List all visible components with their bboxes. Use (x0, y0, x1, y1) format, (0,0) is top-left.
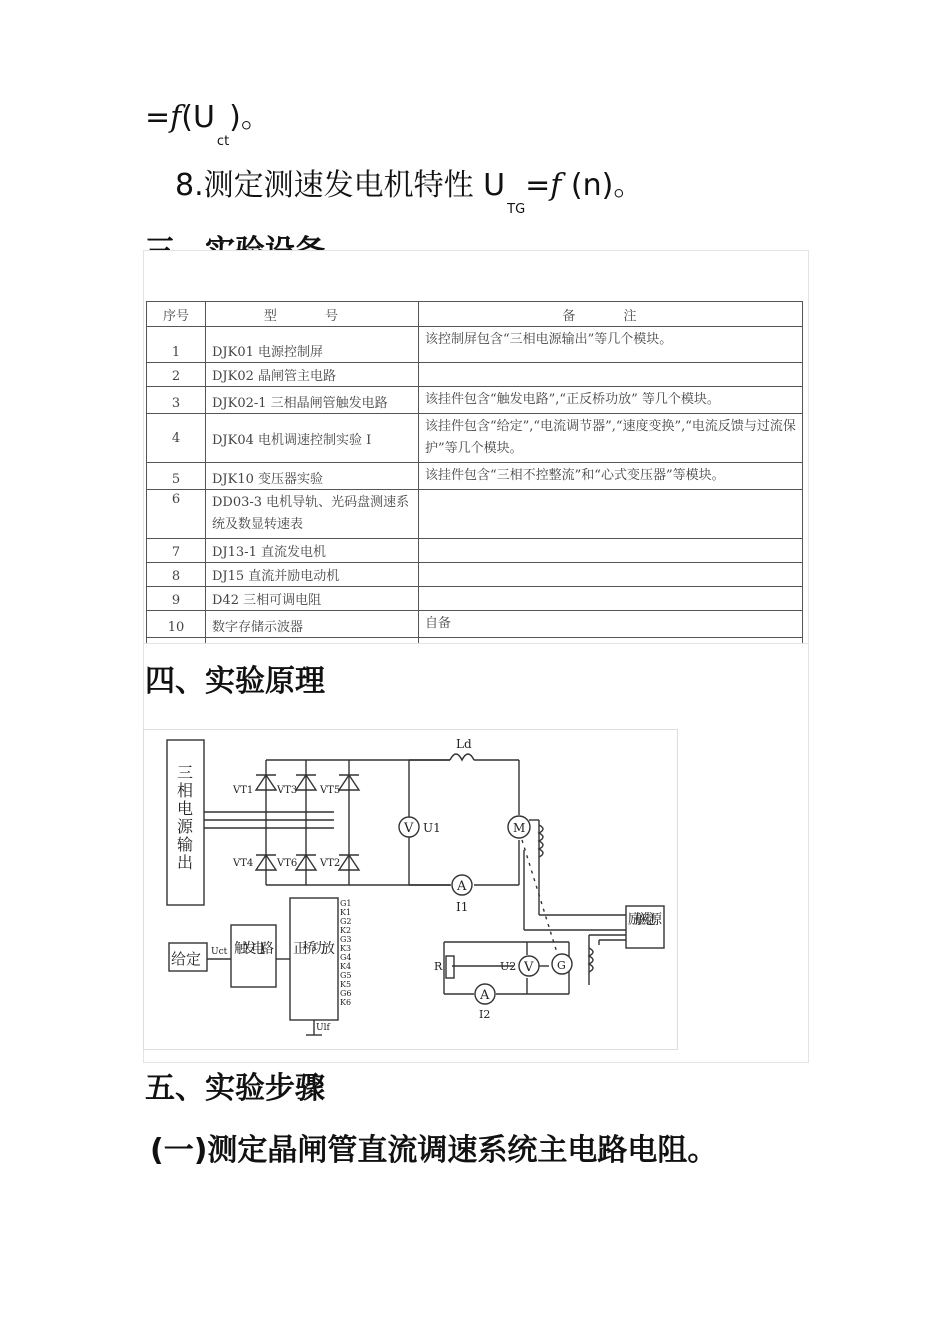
section-4-title: 四、实验原理 (145, 664, 325, 699)
svg-text:I2: I2 (479, 1008, 491, 1021)
svg-text:A: A (480, 988, 490, 1003)
svg-text:Uct: Uct (211, 947, 228, 957)
supply-label-char: 相 (176, 781, 194, 800)
function-f: f (170, 100, 182, 135)
svg-text:A: A (457, 879, 467, 894)
table-row: 10 数字存储示波器 自备 (147, 611, 803, 638)
svg-text:M: M (513, 821, 526, 835)
svg-text:G1: G1 (340, 899, 352, 908)
svg-text:K6: K6 (340, 998, 352, 1007)
inductor-icon (450, 754, 474, 760)
supply-label-char: 出 (176, 853, 194, 872)
subsection-1-title: (一)测定晶闸管直流调速系统主电路电阻。 (150, 1133, 718, 1168)
table-row: 5 DJK10 变压器实验 该挂件包含“三相不控整流”和“心式变压器”等模块。 (147, 463, 803, 490)
svg-text:K5: K5 (340, 980, 352, 989)
section-5-title: 五、实验步骤 (145, 1071, 325, 1106)
table-row: 4 DJK04 电机调速控制实验 I 该挂件包含“给定”,“电流调节器”,“速度变换”,“电流反馈与过流保护”等几个模块。 (147, 414, 803, 463)
svg-text:G2: G2 (340, 917, 352, 926)
svg-text:给定: 给定 (171, 950, 202, 968)
svg-text:K4: K4 (340, 962, 352, 971)
svg-text:VT5: VT5 (320, 785, 341, 796)
svg-text:I1: I1 (456, 900, 469, 914)
svg-text:U2: U2 (500, 960, 517, 973)
svg-text:触发电路: 触发电路 (234, 941, 274, 957)
header-note: 备 注 (419, 302, 803, 327)
supply-label-char: 电 (176, 799, 194, 818)
svg-text:正桥功放: 正桥功放 (293, 941, 335, 957)
svg-text:VT4: VT4 (233, 858, 254, 869)
svg-text:G: G (557, 959, 566, 972)
svg-text:V: V (524, 960, 534, 975)
table-row: 2 DJK02 晶闸管主电路 (147, 363, 803, 387)
equipment-table (146, 301, 803, 665)
svg-text:VT2: VT2 (320, 858, 341, 869)
svg-text:U1: U1 (423, 821, 441, 835)
svg-text:G4: G4 (340, 953, 352, 962)
table-row: 7 DJ13-1 直流发电机 (147, 539, 803, 563)
svg-text:G6: G6 (340, 989, 352, 998)
svg-text:V: V (404, 821, 414, 836)
svg-text:R: R (434, 960, 443, 973)
supply-label-char: 源 (176, 817, 194, 836)
svg-text:励磁电源: 励磁电源 (628, 912, 662, 928)
svg-text:K2: K2 (340, 926, 352, 935)
formula-line-2: 8.测定测速发电机特性 $U_{TG}=f$ (n)。 (175, 168, 644, 217)
table-header-row (147, 302, 803, 327)
supply-label-char: 输 (176, 835, 194, 854)
circuit-diagram (143, 729, 678, 1050)
svg-text:G5: G5 (340, 971, 352, 980)
header-model: 型 号 (206, 302, 419, 327)
header-no: 序号 (147, 302, 206, 327)
supply-label-char: 三 (176, 763, 194, 782)
table-row: 9 D42 三相可调电阻 (147, 587, 803, 611)
svg-text:VT6: VT6 (277, 858, 298, 869)
supply-label (177, 763, 194, 872)
svg-text:Ulf: Ulf (316, 1023, 330, 1033)
table-row: 3 DJK02-1 三相晶闸管触发电路 该挂件包含“触发电路”,“正反桥功放” 等几个模块。 (147, 387, 803, 414)
table-row: 8 DJ15 直流并励电动机 (147, 563, 803, 587)
table-row: 1 DJK01 电源控制屏 该控制屏包含“三相电源输出”等几个模块。 (147, 327, 803, 363)
svg-text:G3: G3 (340, 935, 352, 944)
svg-text:VT3: VT3 (277, 785, 298, 796)
svg-text:VT1: VT1 (233, 785, 254, 796)
formula-line-1: $=f(U_{ct})$。 (145, 100, 271, 149)
svg-text:K1: K1 (340, 908, 352, 917)
svg-text:K3: K3 (340, 944, 352, 953)
table-row: 6 DD03-3 电机导轨、光码盘测速系统及数显转速表 (147, 490, 803, 539)
svg-text:Ld: Ld (456, 737, 472, 751)
